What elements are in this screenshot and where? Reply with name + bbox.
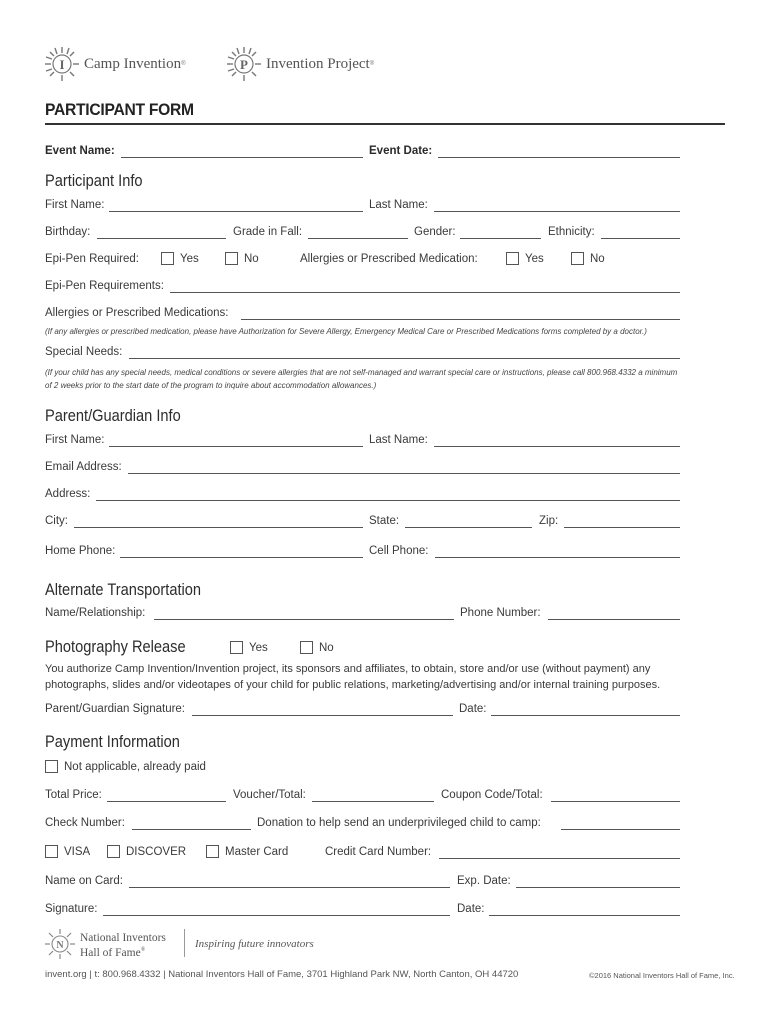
event-date-field[interactable]: [438, 157, 680, 158]
address-field[interactable]: [96, 500, 680, 501]
epipen-requirements-field[interactable]: [170, 292, 680, 293]
check-number-label: Check Number:: [45, 817, 125, 829]
name-on-card-label: Name on Card:: [45, 875, 123, 887]
gender-field[interactable]: [460, 238, 541, 239]
participant-first-name-field[interactable]: [109, 211, 363, 212]
payment-heading: Payment Information: [45, 732, 180, 751]
special-needs-note-2: of 2 weeks prior to the start date of the program to inquire about accommodation allowances.): [45, 381, 377, 390]
svg-text:P: P: [240, 57, 248, 72]
special-needs-label: Special Needs:: [45, 346, 123, 358]
name-relationship-label: Name/Relationship:: [45, 607, 146, 619]
donation-field[interactable]: [561, 829, 680, 830]
form-title: PARTICIPANT FORM: [45, 100, 194, 119]
photo-release-heading: Photography Release: [45, 637, 186, 656]
allergies-yes-checkbox[interactable]: [506, 252, 519, 265]
special-needs-note-1: (If your child has any special needs, medical conditions or severe allergies that are not self-managed and warrant special care or instructions, please call 800.968.4332 a minimum: [45, 368, 678, 377]
photo-signature-field[interactable]: [192, 715, 453, 716]
epipen-requirements-label: Epi-Pen Requirements:: [45, 280, 164, 292]
transport-heading: Alternate Transportation: [45, 580, 202, 599]
visa-checkbox[interactable]: [45, 845, 58, 858]
photo-release-text-2: photographs, slides and/or videotapes of your child for public relations, marketing/advertising and/or internal training purposes.: [45, 679, 661, 691]
home-phone-label: Home Phone:: [45, 545, 116, 557]
grade-label: Grade in Fall:: [233, 226, 303, 238]
email-field[interactable]: [128, 473, 680, 474]
guardian-last-name-field[interactable]: [434, 446, 680, 447]
photo-release-text-1: You authorize Camp Invention/Invention project, its sponsors and affiliates, to obtain, store and/or use (without payment) any: [45, 663, 651, 675]
birthday-label: Birthday:: [45, 226, 91, 238]
event-name-label: Event Name:: [45, 145, 115, 157]
exp-date-label: Exp. Date:: [457, 875, 511, 887]
guardian-last-name-label: Last Name:: [369, 434, 428, 446]
allergies-no-label: No: [590, 253, 605, 265]
event-date-label: Event Date:: [369, 145, 433, 157]
address-label: Address:: [45, 488, 91, 500]
payment-signature-field[interactable]: [103, 915, 450, 916]
discover-checkbox[interactable]: [107, 845, 120, 858]
epipen-yes-checkbox[interactable]: [161, 252, 174, 265]
participant-last-name-label: Last Name:: [369, 199, 428, 211]
participant-info-heading: Participant Info: [45, 171, 143, 190]
ethnicity-label: Ethnicity:: [548, 226, 595, 238]
transport-phone-label: Phone Number:: [460, 607, 541, 619]
city-label: City:: [45, 515, 68, 527]
photo-yes-label: Yes: [249, 642, 268, 654]
city-field[interactable]: [74, 527, 363, 528]
check-number-field[interactable]: [132, 829, 251, 830]
gender-label: Gender:: [414, 226, 456, 238]
visa-label: VISA: [64, 846, 91, 858]
epipen-yes-label: Yes: [180, 253, 199, 265]
exp-date-field[interactable]: [516, 887, 680, 888]
special-needs-field[interactable]: [129, 358, 680, 359]
photo-no-label: No: [319, 642, 334, 654]
allergies-medications-label: Allergies or Prescribed Medications:: [45, 307, 229, 319]
camp-invention-logo: I Camp Invention ®: [44, 44, 186, 84]
cc-number-field[interactable]: [439, 858, 680, 859]
guardian-first-name-label: First Name:: [45, 434, 105, 446]
event-name-field[interactable]: [121, 157, 363, 158]
mastercard-checkbox[interactable]: [206, 845, 219, 858]
cc-number-label: Credit Card Number:: [325, 846, 432, 858]
nihf-logo-text: National Inventors Hall of Fame®: [80, 932, 166, 959]
allergies-no-checkbox[interactable]: [571, 252, 584, 265]
footer-separator: [184, 929, 185, 957]
home-phone-field[interactable]: [120, 557, 363, 558]
zip-label: Zip:: [539, 515, 559, 527]
allergy-note: (If any allergies or prescribed medication, please have Authorization for Severe Allergy, Emergency Medical Care or Prescribed Medications forms completed by a doctor.): [45, 327, 647, 336]
not-applicable-label: Not applicable, already paid: [64, 761, 206, 773]
not-applicable-checkbox[interactable]: [45, 760, 58, 773]
invention-project-logo: P Invention Project ®: [226, 44, 374, 84]
guardian-first-name-field[interactable]: [109, 446, 363, 447]
grade-field[interactable]: [308, 238, 408, 239]
discover-label: DISCOVER: [126, 846, 187, 858]
cell-phone-label: Cell Phone:: [369, 545, 429, 557]
state-label: State:: [369, 515, 400, 527]
name-on-card-field[interactable]: [129, 887, 450, 888]
epipen-required-label: Epi-Pen Required:: [45, 253, 139, 265]
photo-signature-label: Parent/Guardian Signature:: [45, 703, 186, 715]
sunburst-icon: [44, 46, 80, 82]
allergies-question-label: Allergies or Prescribed Medication:: [300, 253, 478, 265]
mastercard-label: Master Card: [225, 846, 289, 858]
camp-invention-text: Camp Invention: [84, 55, 182, 72]
invention-project-text: Invention Project: [266, 55, 370, 72]
sunburst-icon: [226, 46, 262, 82]
nihf-logo-icon: [44, 928, 76, 960]
donation-label: Donation to help send an underprivileged child to camp:: [257, 817, 541, 829]
footer-copyright: ©2016 National Inventors Hall of Fame, Inc.: [589, 971, 735, 980]
voucher-label: Voucher/Total:: [233, 789, 306, 801]
svg-text:I: I: [59, 57, 65, 72]
epipen-no-checkbox[interactable]: [225, 252, 238, 265]
photo-yes-checkbox[interactable]: [230, 641, 243, 654]
cell-phone-field[interactable]: [435, 557, 680, 558]
state-field[interactable]: [405, 527, 532, 528]
transport-phone-field[interactable]: [548, 619, 680, 620]
photo-date-field[interactable]: [491, 715, 680, 716]
tagline: Inspiring future innovators: [195, 938, 314, 950]
coupon-label: Coupon Code/Total:: [441, 789, 543, 801]
title-divider: [45, 123, 725, 125]
participant-last-name-field[interactable]: [434, 211, 680, 212]
voucher-field[interactable]: [312, 801, 434, 802]
allergies-medications-field[interactable]: [241, 319, 680, 320]
footer-contact: invent.org | t: 800.968.4332 | National Inventors Hall of Fame, 3701 Highland Park NW, North Canton, OH 44720: [45, 969, 519, 980]
payment-signature-label: Signature:: [45, 903, 98, 915]
coupon-field[interactable]: [551, 801, 680, 802]
epipen-no-label: No: [244, 253, 259, 265]
email-label: Email Address:: [45, 461, 122, 473]
name-relationship-field[interactable]: [154, 619, 454, 620]
participant-first-name-label: First Name:: [45, 199, 105, 211]
zip-field[interactable]: [564, 527, 680, 528]
svg-text:N: N: [56, 940, 64, 951]
photo-date-label: Date:: [459, 703, 487, 715]
photo-no-checkbox[interactable]: [300, 641, 313, 654]
payment-date-field[interactable]: [489, 915, 680, 916]
guardian-info-heading: Parent/Guardian Info: [45, 406, 181, 425]
payment-date-label: Date:: [457, 903, 485, 915]
allergies-yes-label: Yes: [525, 253, 544, 265]
total-price-field[interactable]: [107, 801, 226, 802]
birthday-field[interactable]: [97, 238, 226, 239]
total-price-label: Total Price:: [45, 789, 102, 801]
ethnicity-field[interactable]: [601, 238, 680, 239]
